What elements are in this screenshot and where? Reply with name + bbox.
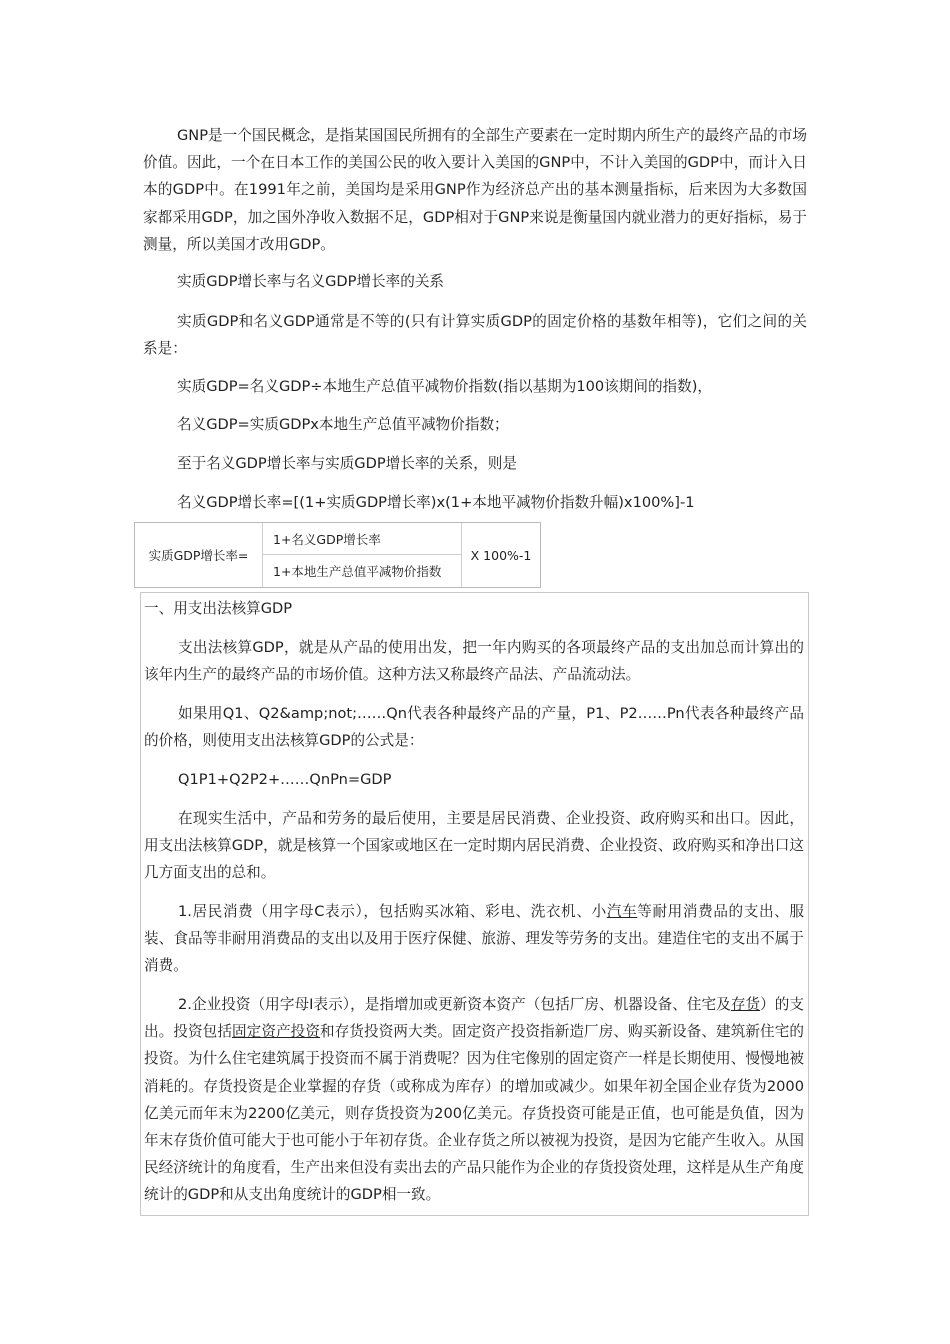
investment-item-text-2: ）的支出。投资包括 [144, 996, 804, 1041]
relation-paragraph-2: 至于名义GDP增长率与实质GDP增长率的关系，则是 [177, 455, 517, 472]
formula-table-rhs: X 100%-1 [461, 523, 540, 587]
expenditure-method-box [140, 592, 809, 1216]
formula-table-numerator: 1+名义GDP增长率 [263, 523, 461, 555]
intro-paragraph [143, 122, 807, 258]
expenditure-paragraph-3: 在现实生活中，产品和劳务的最后使用，主要是居民消费、企业投资、政府购买和出口。因此，用支出法核算GDP，就是核算一个国家或地区在一定时期内居民消费、企业投资、政府购买和净出口这几方面支出的总和。 [144, 810, 804, 882]
investment-item-text-3: 和存货投资两大类。固定资产投资指新造厂房、购买新设备、建筑新住宅的投资。为什么住宅建筑属于投资而不属于消费呢？因为住宅像别的固定资产一样是长期使用、慢慢地被消耗的。存货投资是企业掌握的存货（或称成为库存）的增加或减少。如果年初全国企业存货为2000亿美元而年末为2200亿美元，则存货投资为200亿美元。存货投资可能是正值，也可能是负值，因为年末存货价值可能大于也可能小于年初存货。企业存货之所以被视为投资，是因为它能产生收入。从国民经济统计的角度看，生产出来但没有卖出去的产品只能作为企业的存货投资处理，这样是从生产角度统计的GDP和从支出角度统计的GDP相一致。 [144, 1023, 804, 1204]
expenditure-paragraph-1: 支出法核算GDP，就是从产品的使用出发，把一年内购买的各项最终产品的支出加总而计算出的该年内生产的最终产品的市场价值。这种方法又称最终产品法、产品流动法。 [144, 639, 804, 684]
relation-section-title: 实质GDP增长率与名义GDP增长率的关系 [177, 273, 445, 290]
growth-rate-formula-table [134, 522, 541, 588]
formula-table-lhs: 实质GDP增长率= [135, 523, 263, 587]
consumption-item-text-2: 等耐用消费品的支出、服装、食品等非耐用消费品的支出以及用于医疗保健、旅游、理发等劳务的支出。建造住宅的支出不属于消费。 [144, 903, 804, 975]
consumption-item-text-1: 1.居民消费（用字母C表示），包括购买冰箱、彩电、洗衣机、小 [178, 903, 607, 920]
fixed-asset-investment-link[interactable]: 固定资产投资 [232, 1023, 321, 1041]
relation-formula-3: 名义GDP增长率=[(1+实质GDP增长率)x(1+本地平减物价指数升幅)x100%]-1 [177, 494, 695, 511]
expenditure-paragraph-2: 如果用Q1、Q2&amp;not;……Qn代表各种最终产品的产量，P1、P2……Pn代表各种最终产品的价格，则使用支出法核算GDP的公式是： [144, 705, 804, 750]
formula-table-denominator: 1+本地生产总值平减物价指数 [273, 564, 442, 579]
investment-item-text-1: 2.企业投资（用字母I表示），是指增加或更新资本资产（包括厂房、机器设备、住宅及 [178, 996, 731, 1013]
expenditure-heading: 一、用支出法核算GDP [144, 600, 293, 617]
relation-paragraph-1: 实质GDP和名义GDP通常是不等的(只有计算实质GDP的固定价格的基数年相等)，它们之间的关系是： [143, 313, 807, 358]
intro-paragraph-text: GNP是一个国民概念，是指某国国民所拥有的全部生产要素在一定时期内所生产的最终产品的市场价值。因此，一个在日本工作的美国公民的收入要计入美国的GNP中，不计入美国的GDP中，而计入日本的GDP中。在1991年之前，美国均是采用GNP作为经济总产出的基本测量指标，后来因为大多数国家都采用GDP，加之国外净收入数据不足，GDP相对于GNP来说是衡量国内就业潜力的更好指标，易于测量，所以美国才改用GDP。 [143, 127, 807, 253]
consumption-item [144, 898, 804, 980]
car-link[interactable]: 汽车 [606, 903, 638, 920]
relation-formula-2: 名义GDP=实质GDPx本地生产总值平减物价指数； [177, 416, 509, 433]
relation-formula-1: 实质GDP=名义GDP÷本地生产总值平减物价指数(指以基期为100该期间的指数)， [177, 378, 713, 395]
expenditure-formula: Q1P1+Q2P2+……QnPn=GDP [178, 771, 392, 788]
investment-item [144, 991, 804, 1209]
inventory-link[interactable]: 存货 [730, 996, 761, 1013]
